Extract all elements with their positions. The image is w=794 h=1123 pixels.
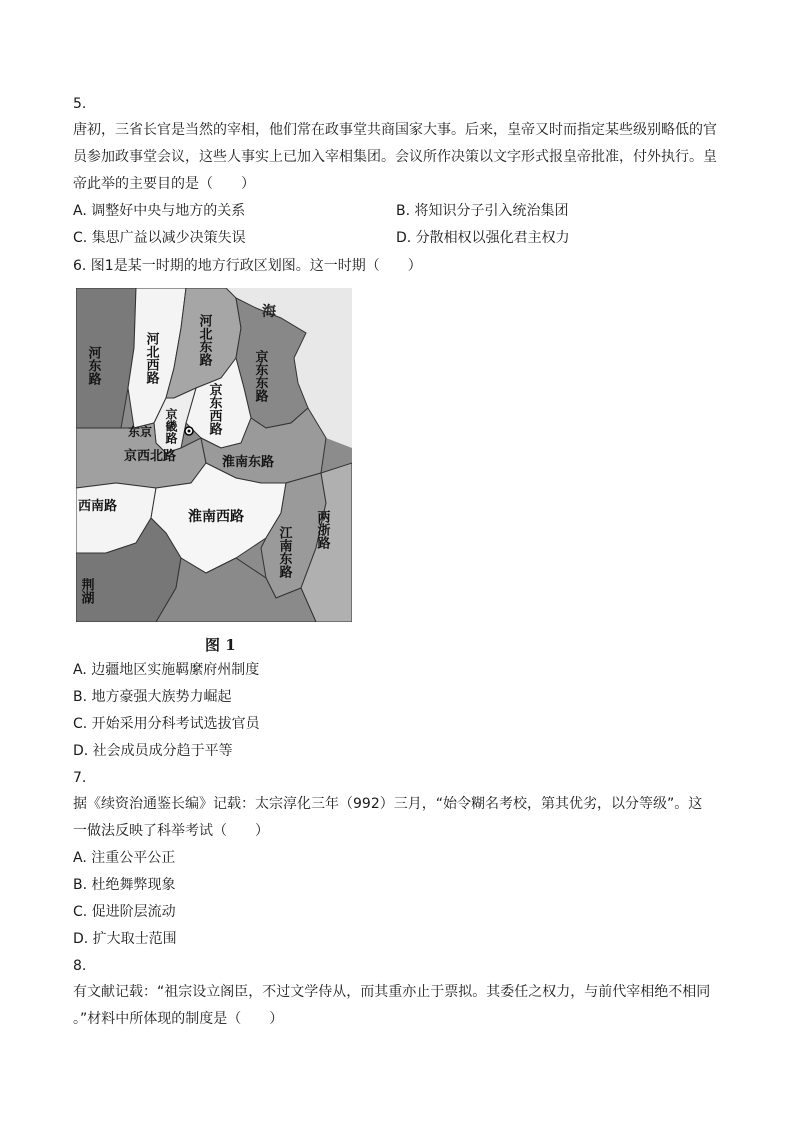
label-jingxi-south: 西南路 [78,499,118,514]
q6-option-b[interactable]: B. 地方豪强大族势力崛起 [73,689,232,705]
q5-option-b[interactable]: B. 将知识分子引入统治集团 [396,203,569,219]
label-hebei-east: 河北东路 [196,314,212,366]
label-huainan-west: 淮南西路 [188,509,244,525]
label-kaifeng: 东京 [128,425,153,439]
figure-caption: 图 1 [205,636,236,654]
label-jingdong-west: 京东西路 [206,383,222,435]
label-huainan-east: 淮南东路 [222,455,275,470]
q5-stem-line3: 帝此举的主要目的是（ ） [73,176,255,192]
q6-stem: 6. 图1是某一时期的地方行政区划图。这一时期（ ） [73,258,422,274]
q6-option-a[interactable]: A. 边疆地区实施羁縻府州制度 [73,662,260,678]
label-hedong-group [86,345,102,386]
label-jiangnan-east: 江南东路 [276,526,292,578]
q7-option-c[interactable]: C. 促进阶层流动 [73,904,176,920]
q7-option-b[interactable]: B. 杜绝舞弊现象 [73,877,176,893]
label-jingdong-east: 京东东路 [252,350,268,402]
label-jingji: 京畿路 [164,408,178,444]
q8-number: 8. [73,958,87,974]
song-administrative-map [76,288,352,622]
q7-stem-line1: 据《续资治通鉴长编》记载：太宗淳化三年（992）三月，“始令糊名考校，第其优劣，以分等级”。这 [73,796,703,812]
q7-number: 7. [73,770,87,786]
label-sea: 海 [262,304,276,320]
q7-stem-line2: 一做法反映了科举考试（ ） [73,823,269,839]
label-hedong: 河东路 [85,346,101,385]
q5-option-c[interactable]: C. 集思广益以减少决策失误 [73,230,246,246]
label-liangzhe: 两浙路 [314,510,330,549]
q5-stem-line2: 员参加政事堂会议，这些人事实上已加入宰相集团。会议所作决策以文字形式报皇帝批准，付外执行。皇 [73,149,717,165]
q5-number: 5. [73,96,87,112]
map-svg [76,288,352,622]
q5-option-d[interactable]: D. 分散相权以强化君主权力 [396,230,570,246]
q8-stem-line1: 有文献记载：“祖宗设立阁臣，不过文学侍从，而其重亦止于票拟。其委任之权力，与前代宰相绝不相同 [73,984,711,1000]
capital-dot-icon [188,430,191,433]
q6-option-c[interactable]: C. 开始采用分科考试选拔官员 [73,716,260,732]
label-hebei-west: 河北西路 [143,332,159,384]
label-jingxi-north: 京西北路 [124,449,177,464]
q6-option-d[interactable]: D. 社会成员成分趋于平等 [73,743,233,759]
label-jinghu: 荆湖 [78,578,94,604]
q7-option-a[interactable]: A. 注重公平公正 [73,850,176,866]
q5-stem-line1: 唐初，三省长官是当然的宰相，他们常在政事堂共商国家大事。后来，皇帝又时而指定某些级别略低的官 [73,122,717,138]
q5-option-a[interactable]: A. 调整好中央与地方的关系 [73,203,246,219]
q7-option-d[interactable]: D. 扩大取士范围 [73,931,177,947]
q8-stem-line2: 。”材料中所体现的制度是（ ） [73,1011,284,1027]
